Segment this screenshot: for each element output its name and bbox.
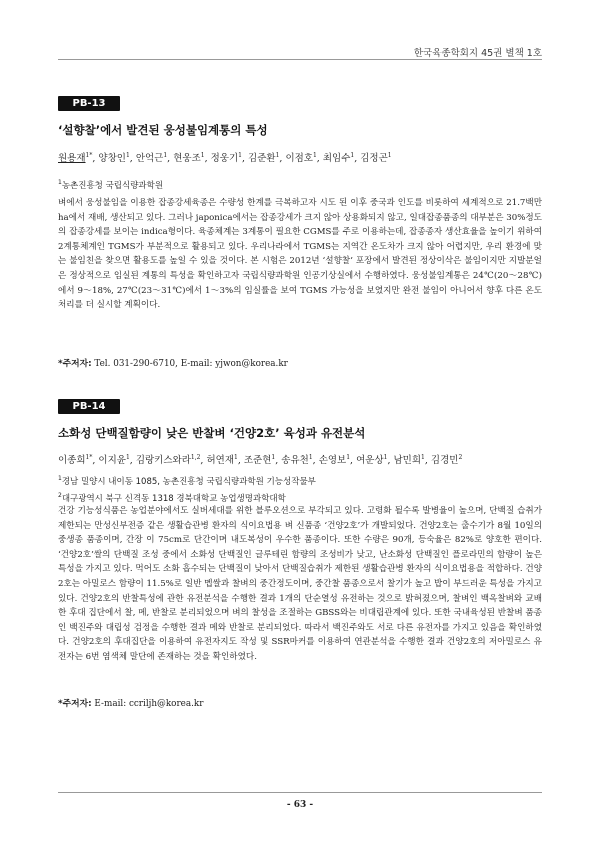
author-name: 최임수 (322, 153, 351, 164)
author-list: 이종희$^{1*}$, 이지윤$^1$, 김랑키스와라$^{1,2}$, 허연재$^1$, 조준현$^1$, 송유천$^1$, 손영보$^1$, 여운상$^1$, 남민희$^1$, 김경민$^2$ (58, 453, 463, 466)
author-affiliation-mark: 1 (421, 453, 425, 461)
author-affiliation-mark: 1 (387, 151, 392, 159)
author-name: 양창인 (98, 153, 126, 164)
affiliation-list (58, 176, 542, 193)
author-affiliation-mark: 1 (308, 453, 313, 461)
abstract-id-badge: PB-13 (58, 96, 120, 111)
author-name: 김랑키스와라 (135, 455, 191, 466)
author-affiliation-mark: 1 (234, 453, 238, 461)
author-name: 김경민 (430, 455, 459, 466)
author-name: 여운상 (356, 455, 384, 466)
corresponding-author (58, 356, 542, 369)
author-affiliation-mark: 1 (312, 151, 317, 159)
author-name: 허연재 (206, 455, 234, 466)
affiliation-text: 경남 밀양시 내이동 1085, 농촌진흥청 국립식량과학원 기능성작물부 (61, 476, 316, 487)
affiliation-mark: 1 (58, 179, 62, 186)
author-affiliation-mark: 2 (458, 453, 463, 461)
abstract-text: 벼에서 웅성불임을 이용한 잡종강세육종은 수량성 한계를 극복하고자 시도 된 이후 중국과 인도를 비롯하여 세계적으로 21.7백만ha에서 재배, 생산되고 있다. 그러나 japonica에서는 잡종강세가 크지 않아 상용화되지 않고, 일대잡종품종의 대부분은 30%정도의 잡종강세를 보이는 indica형이다. 육종체계는 3계통이 필요한 CGMS를 주로 이용하는데, 잡종종자 생산효율을 높이기 위하여 2계통체계인 TGMS가 부분적으로 활용되고 있다. 우리나라에서 TGMS는 지역간 온도차가 크지 않아 어렵지만, 우리 환경에 맞는 불임친을 찾으면 활용도를 높일 수 있을 것이다. 본 시험은 2012년 ‘설향찰’ 포장에서 발견된 정상이삭은 불임이지만 지발분얼은 정상적으로 임실된 계통의 특성을 확인하고자 국립식량과학원 인공기상실에서 수행하였다. 웅성불임계통은 24℃(20～28℃)에서 9～18%, 27℃(23～31℃)에서 1～3%의 임실률을 보여 TGMS 가능성을 보였지만 완전 불임이 아니어서 향후 다른 온도처리를 더 실시할 계획이다. (58, 198, 542, 311)
affiliation-mark: 1 (58, 475, 62, 482)
author-name: 김정곤 (360, 153, 388, 164)
journal-name: 한국육종학회지 45권 별책 1호 (413, 48, 542, 59)
author-affiliation-mark: 1 (383, 453, 388, 461)
affiliation-text: 대구광역시 북구 신격동 1318 경북대학교 농업생명과학대학 (61, 493, 286, 504)
author-affiliation-mark: 1* (85, 151, 93, 159)
author-affiliation-mark: 1* (85, 453, 93, 461)
affiliation-text: 농촌진흥청 국립식량과학원 (61, 180, 164, 191)
corresponding-contact: Tel. 031-290-6710, E-mail: yjwon@korea.kr (94, 359, 288, 369)
author-name: 안억근 (135, 153, 164, 164)
author-affiliation-mark: 1 (163, 151, 168, 159)
author-name: 현웅조 (173, 153, 201, 164)
author-name: 원용재 (58, 153, 86, 164)
author-name: 이종희 (58, 455, 86, 466)
author-affiliation-mark: 1 (275, 151, 280, 159)
abstract-body (58, 196, 542, 313)
author-affiliation-mark: 1 (200, 151, 205, 159)
author-affiliation-mark: 1 (350, 151, 355, 159)
corresponding-label: *주저자: (58, 359, 92, 369)
page-header (58, 40, 542, 60)
abstract-title: 소화성 단백질함량이 낮은 반찰벼 ‘건양2호’ 육성과 유전분석 (58, 426, 366, 440)
author-name: 이지윤 (98, 455, 126, 466)
corresponding-author (58, 696, 542, 709)
author-name: 이점호 (285, 153, 313, 164)
header-rule (58, 59, 542, 60)
affiliation-list (58, 472, 542, 506)
affiliation (58, 176, 542, 193)
abstract-id-badge: PB-14 (58, 399, 120, 414)
page-number: - 63 - (286, 800, 314, 810)
author-affiliation-mark: 1,2 (190, 453, 201, 461)
author-affiliation-mark: 1 (125, 151, 130, 159)
author-name: 남민희 (393, 455, 422, 466)
author-affiliation-mark: 1 (346, 453, 351, 461)
abstract-title: ‘설향찰’에서 발견된 웅성불임계통의 특성 (58, 123, 268, 137)
footer-rule (58, 792, 542, 793)
author-name: 조준현 (243, 455, 272, 466)
affiliation (58, 472, 542, 489)
corresponding-contact: E-mail: ccriljh@korea.kr (94, 699, 204, 709)
affiliation-mark: 2 (58, 491, 62, 499)
author-list: 원용재$^{1*}$, 양창인$^1$, 안억근$^1$, 현웅조$^1$, 정웅기$^1$, 김준환$^1$, 이점호$^1$, 최임수$^1$, 김정곤$^1$ (58, 151, 392, 164)
author-affiliation-mark: 1 (271, 453, 276, 461)
author-affiliation-mark: 1 (238, 151, 242, 159)
abstract-body (58, 504, 542, 665)
author-name: 김준환 (248, 153, 276, 164)
abstract-text: 건강 기능성식품은 농업분야에서도 실버세대를 위한 블루오션으로 부각되고 있다. 고령화 될수록 발병율이 높으며, 단백질 습취가 제한되는 만성신부전증 같은 생활습관병 환자의 식이요법용 벼 신품종 ‘건양2호’가 개발되었다. 건양2호는 출수기가 8월 10일의 중생종 품종이며, 간장 이 75cm로 단간이며 내도복성이 우수한 품종이다. 또한 수량은 90개, 등숙율은 82%로 양호한 편이다. ‘건양2호’쌀의 단백질 조성 중에서 소화성 단백질인 글루테린 함량의 조성비가 낮고, 난소화성 단백질인 플로라민의 함량이 높은 특성을 가지고 있다. 먹어도 소화 흡수되는 단백질이 낮아서 단백질습취가 제한된 생활습관병 환자의 식이요법용을 적합하다. 건양2호는 아밀로스 함량이 11.5%로 일반 멥쌀과 찰벼의 중간정도이며, 중간찰 품종으로서 찰기가 높고 밥이 부드러운 특성을 가지고 있다. 건양2호의 반찰특성에 관한 유전분석을 수행한 결과 1개의 단순열성 유전하는 것으로 밝혀졌으며, 찰벼인 백옥찰벼와 교배한 후대 집단에서 찰, 메, 반찰로 분리되었으며 벼의 찰성을 조절하는 GBSS와는 비대립관계에 있다. 또한 국내육성된 반찰벼 품종인 백진주와 대립성 검정을 수행한 결과 메와 반찰로 분리되었다. 따라서 백진주와도 서로 다른 유전자를 가지고 있음을 확인하였다. 건양2호의 후대집단을 이용하여 유전자지도 작성 및 SSR마커를 이용하여 연관분석을 수행한 결과 건양2호의 저아밀로스 유전자는 6번 염색체 말단에 존재하는 것을 확인하였다. (58, 506, 542, 662)
author-name: 손영보 (318, 455, 347, 466)
author-name: 정웅기 (210, 153, 239, 164)
author-name: 송유천 (281, 455, 309, 466)
author-affiliation-mark: 1 (125, 453, 130, 461)
corresponding-label: *주저자: (58, 699, 92, 709)
